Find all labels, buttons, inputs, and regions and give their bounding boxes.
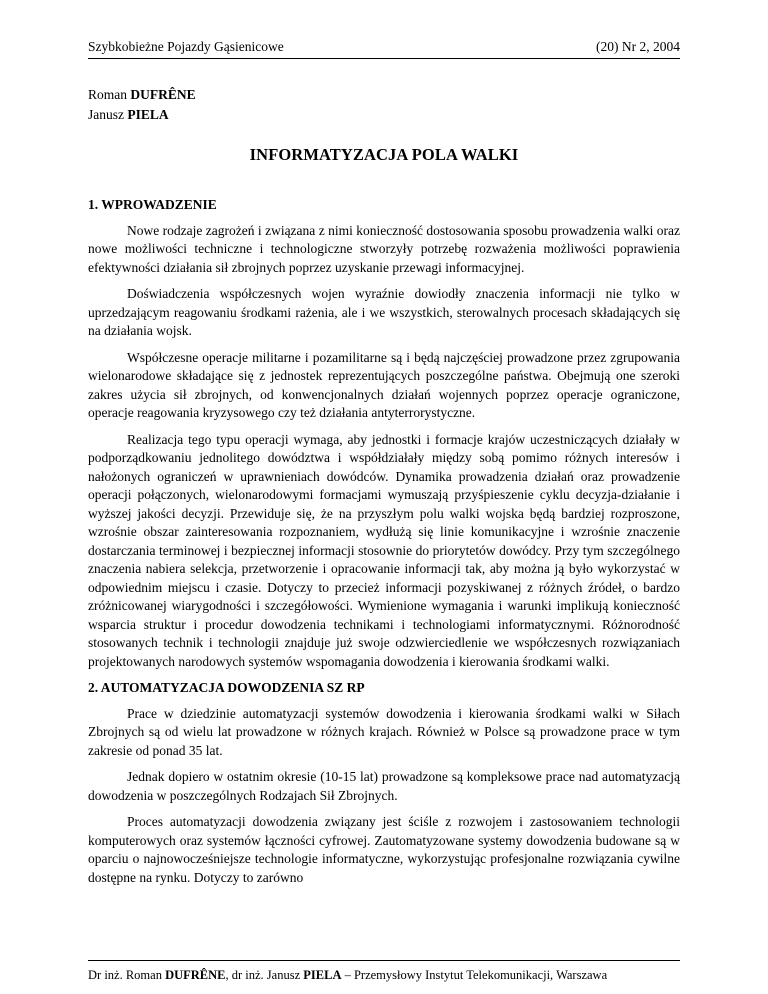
author-first-name: Roman <box>88 87 127 102</box>
paper-title: INFORMATYZACJA POLA WALKI <box>249 145 519 164</box>
section-heading: 1. WPROWADZENIE <box>88 197 217 212</box>
paragraph: Prace w dziedzinie automatyzacji systemów dowodzenia i kierowania środkami walki w Siłach Zbrojnych są od wielu lat prowadzone w różnych krajach. Również w Polsce są prowadzone prace w tym zakresie od ponad 35 lat. <box>88 705 680 758</box>
author-last-name: DUFRÊNE <box>130 87 196 102</box>
author-first-name: Janusz <box>88 107 124 122</box>
author-list <box>88 85 196 125</box>
footer-author-1: DUFRÊNE <box>165 968 226 982</box>
journal-name: Szybkobieżne Pojazdy Gąsienicowe <box>88 39 284 54</box>
footer-affiliation: – Przemysłowy Instytut Telekomunikacji, Warszawa <box>341 968 608 982</box>
footer-prefix: Dr inż. Roman <box>88 968 166 982</box>
running-header <box>88 36 680 59</box>
issue-number: (20) Nr 2, 2004 <box>596 39 680 54</box>
author-last-name: PIELA <box>127 107 169 122</box>
paragraph: Nowe rodzaje zagrożeń i związana z nimi konieczność dostosowania sposobu prowadzenia walki oraz nowe możliwości techniczne i technologiczne stworzyły potrzebę rozważenia możliwości poprawienia efektywności działania sił zbrojnych poprzez uzyskanie przewagi informacyjnej. <box>88 222 680 275</box>
footer-middle: , dr inż. Janusz <box>225 968 304 982</box>
section-heading: 2. AUTOMATYZACJA DOWODZENIA SZ RP <box>88 680 365 695</box>
footer-author-2: PIELA <box>303 968 342 982</box>
paragraph: Współczesne operacje militarne i pozamilitarne są i będą najczęściej prowadzone przez zgrupowania wielonarodowe składające się z jednostek reprezentujących poszczególne państwa. Obejmują one szeroki zakres użycia sił zbrojnych, od konwencjonalnych działań wojennych poprzez operacje ograniczone, operacje reagowania kryzysowego czy też działania antyterrorystyczne. <box>88 349 680 420</box>
paragraph: Realizacja tego typu operacji wymaga, aby jednostki i formacje krajów uczestniczących działały w podporządkowaniu jednolitego dowództwa i współdziałały między sobą pomimo różnych interesów i nałożonych ograniczeń w uprawnieniach dowódców. Dynamika prowadzenia działań oraz prowadzenie operacji połączonych, wielonarodowymi formacjami wymuszają przyśpieszenie cyklu decyzja-działanie i wyższej jakości decyzji. Przewiduje się, że na przyszłym polu walki wojska będą bardziej rozproszone, wzrośnie obszar zainteresowania rozpoznaniem, wydłużą się linie komunikacyjne i wzrośnie znaczenie dostarczania terminowej i bezpiecznej informacji stosownie do priorytetów dowódcy. Przy tym szczególnego znaczenia nabiera selekcja, przetworzenie i opracowanie informacji tak, aby można ją było wykorzystać w odpowiednim miejscu i czasie. Dotyczy to przecież informacji pozyskiwanej z różnych źródeł, o bardzo zróżnicowanej wiarygodności i szczegółowości. Wymienione wymagania i warunki implikują konieczność wsparcia struktur i procedur dowodzenia technikami i technologiami informatycznymi. Różnorodność stosowanych technik i technologii znajduje już swoje odzwierciedlenie we współczesnych rozwiązaniach projektowanych narodowych systemów wspomagania dowodzenia i kierowania środkami walki. <box>88 431 680 669</box>
author-affiliation-footer <box>88 960 680 983</box>
paragraph: Proces automatyzacji dowodzenia związany jest ściśle z rozwojem i zastosowaniem technologii komputerowych oraz systemów łączności cyfrowej. Zautomatyzowane systemy dowodzenia budowane są w oparciu o najnowocześniejsze technologie informatyczne, wykorzystując profesjonalne rozwiązania cywilne dostępne na rynku. Dotyczy to zarówno <box>88 814 680 885</box>
author <box>88 105 196 125</box>
paragraph: Doświadczenia współczesnych wojen wyraźnie dowiodły znaczenia informacji nie tylko w uprzedzającym reagowaniu środkami rażenia, ale i we wszystkich, sterowalnych procesach składających się na działania wojsk. <box>88 286 680 338</box>
author <box>88 85 196 105</box>
paragraph: Jednak dopiero w ostatnim okresie (10-15 lat) prowadzone są kompleksowe prace nad automatyzacją dowodzenia w poszczególnych Rodzajach Sił Zbrojnych. <box>88 769 680 803</box>
section-automation <box>88 679 680 887</box>
article-body <box>88 196 680 895</box>
section-introduction <box>88 196 680 671</box>
